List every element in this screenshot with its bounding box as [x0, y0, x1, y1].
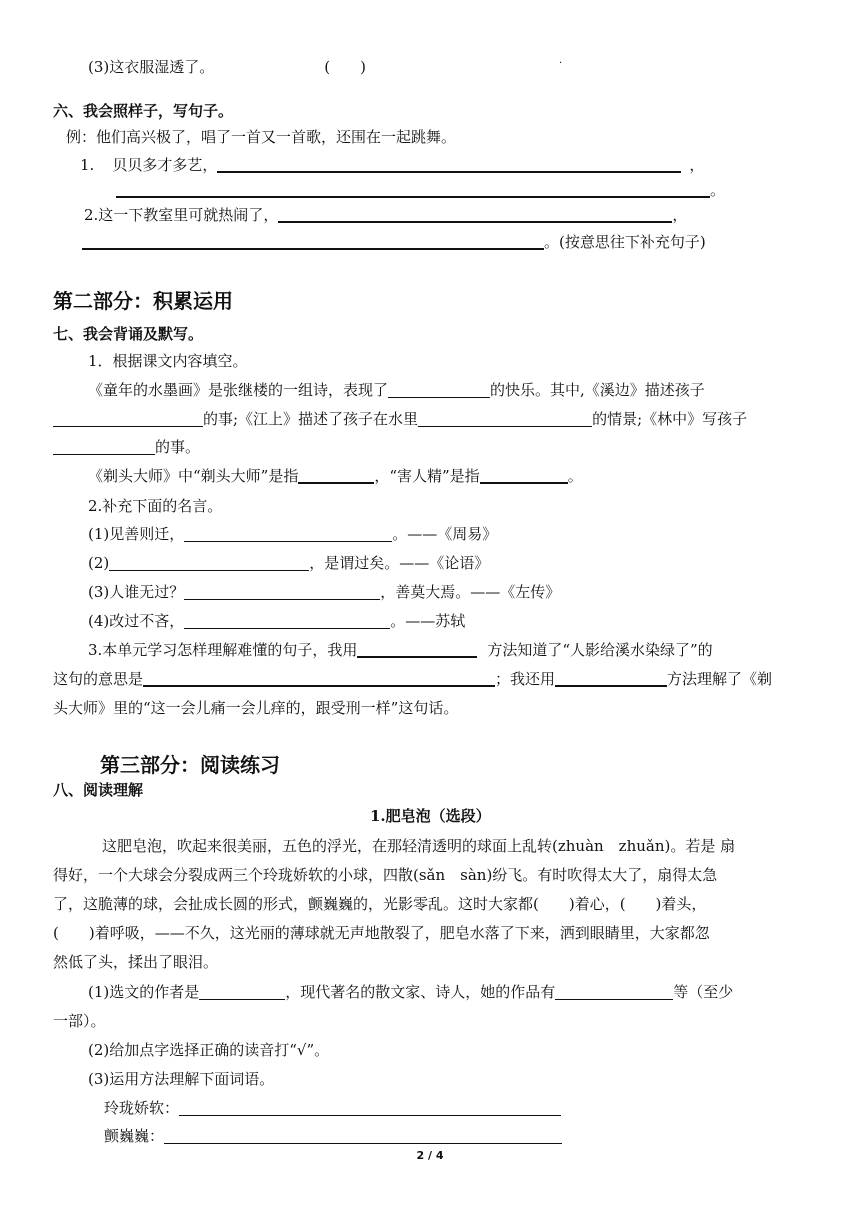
s7-q3-line2: 这句的意思是 ；我还用 方法理解了《剃 [53, 670, 773, 688]
answer-line[interactable] [143, 669, 495, 687]
answer-line[interactable] [53, 410, 203, 427]
passage-line: 然低了头，揉出了眼泪。 [53, 953, 219, 971]
section7-title: 七、我会背诵及默写。 [53, 325, 204, 343]
section8-title: 八、阅读理解 [53, 781, 144, 799]
answer-line[interactable] [184, 525, 392, 542]
answer-line[interactable] [109, 554, 309, 571]
s7-q1: 1．根据课文内容填空。 [88, 352, 248, 370]
passage-title: 1.肥皂泡（选段） [370, 807, 491, 825]
s7-q1-line1: 《童年的水墨画》是张继楼的一组诗，表现了 的快乐。其中,《溪边》描述孩子 [88, 381, 705, 399]
q5-item3: (3)这衣服湿透了。 ( ) [88, 58, 366, 76]
page-number: 2 / 4 [416, 1149, 444, 1162]
answer-parens: ( ) [324, 58, 366, 76]
s7-q2-item1: (1)见善则迁， 。——《周易》 [88, 525, 498, 543]
section6-example: 例：他们高兴极了，唱了一首又一首歌，还围在一起跳舞。 [66, 128, 457, 146]
answer-line[interactable] [184, 612, 390, 629]
answer-line[interactable] [164, 1127, 562, 1144]
answer-line[interactable] [480, 466, 568, 484]
section6-title: 六、我会照样子，写句子。 [53, 102, 234, 120]
section6-item1: 1. 贝贝多才多艺， ， [80, 156, 705, 174]
answer-line[interactable] [116, 180, 710, 198]
stray-dot: · [559, 58, 563, 69]
answer-line[interactable] [298, 466, 374, 484]
passage-line: ( )着呼吸，——不久，这光丽的薄球就无声地散裂了，肥皂水落了下来，洒到眼睛里，大家都忽 [53, 924, 710, 942]
s8-q2: (2)给加点字选择正确的读音打“√”。 [88, 1041, 330, 1059]
section6-item2-line2: 。(按意思往下补充句子) [82, 232, 706, 252]
s8-q3-word1: 玲珑娇软： [104, 1098, 561, 1118]
s7-q1-line4: 《剃头大师》中“剃头大师”是指 ，“害人精”是指 。 [88, 467, 583, 485]
s7-q3-line1: 3.本单元学习怎样理解难懂的句子，我用 方法知道了“人影给溪水染绿了”的 [88, 641, 713, 659]
s8-q1-line1: (1)选文的作者是 ，现代著名的散文家、诗人，她的作品有 等（至少 [88, 983, 734, 1001]
part3-title: 第三部分：阅读练习 [100, 753, 280, 777]
answer-line[interactable] [357, 640, 477, 658]
part2-title: 第二部分：积累运用 [53, 289, 233, 313]
answer-line[interactable] [555, 983, 673, 1000]
answer-line[interactable] [53, 438, 155, 455]
passage-line: 得好，一个大球会分裂成两三个玲珑娇软的小球，四散(sǎn sàn)纷飞。有时吹得太大了，扇得太急 [53, 866, 718, 884]
passage-line: 了，这脆薄的球，会扯成长圆的形式，颤巍巍的，光影零乱。这时大家都( )着心，( )着头， [53, 895, 707, 913]
s7-q2: 2.补充下面的名言。 [88, 497, 223, 515]
answer-line[interactable] [555, 669, 667, 687]
answer-line[interactable] [184, 583, 380, 600]
answer-line[interactable] [388, 381, 490, 398]
section6-item2: 2.这一下教室里可就热闹了， ， [84, 206, 688, 224]
section6-item1-line2: 。 [116, 180, 725, 200]
answer-line[interactable] [217, 155, 681, 173]
passage-line: 这肥皂泡，吹起来很美丽，五色的浮光，在那轻清透明的球面上乱转(zhuàn zhuǎn)。若是 扇 [102, 837, 736, 855]
s8-q3-word2: 颤巍巍： [104, 1126, 562, 1146]
answer-line[interactable] [82, 232, 544, 250]
s8-q3: (3)运用方法理解下面词语。 [88, 1070, 275, 1088]
answer-line[interactable] [199, 983, 285, 1000]
s7-q2-item4: (4)改过不吝， 。——苏轼 [88, 612, 466, 630]
s7-q2-item2: (2) ，是谓过矣。——《论语》 [88, 554, 490, 572]
s7-q1-line3: 的事。 [53, 437, 200, 457]
s7-q3-line3: 头大师》里的“这一会儿痛一会儿痒的，跟受刑一样”这句话。 [53, 699, 459, 717]
answer-line[interactable] [278, 205, 672, 223]
answer-line[interactable] [179, 1099, 561, 1116]
s8-q1-line2: 一部）。 [53, 1012, 106, 1030]
answer-line[interactable] [418, 410, 592, 427]
s7-q2-item3: (3)人谁无过？ ，善莫大焉。——《左传》 [88, 583, 561, 601]
s7-q1-line2: 的事;《江上》描述了孩子在水里 的情景;《林中》写孩子 [53, 409, 747, 429]
